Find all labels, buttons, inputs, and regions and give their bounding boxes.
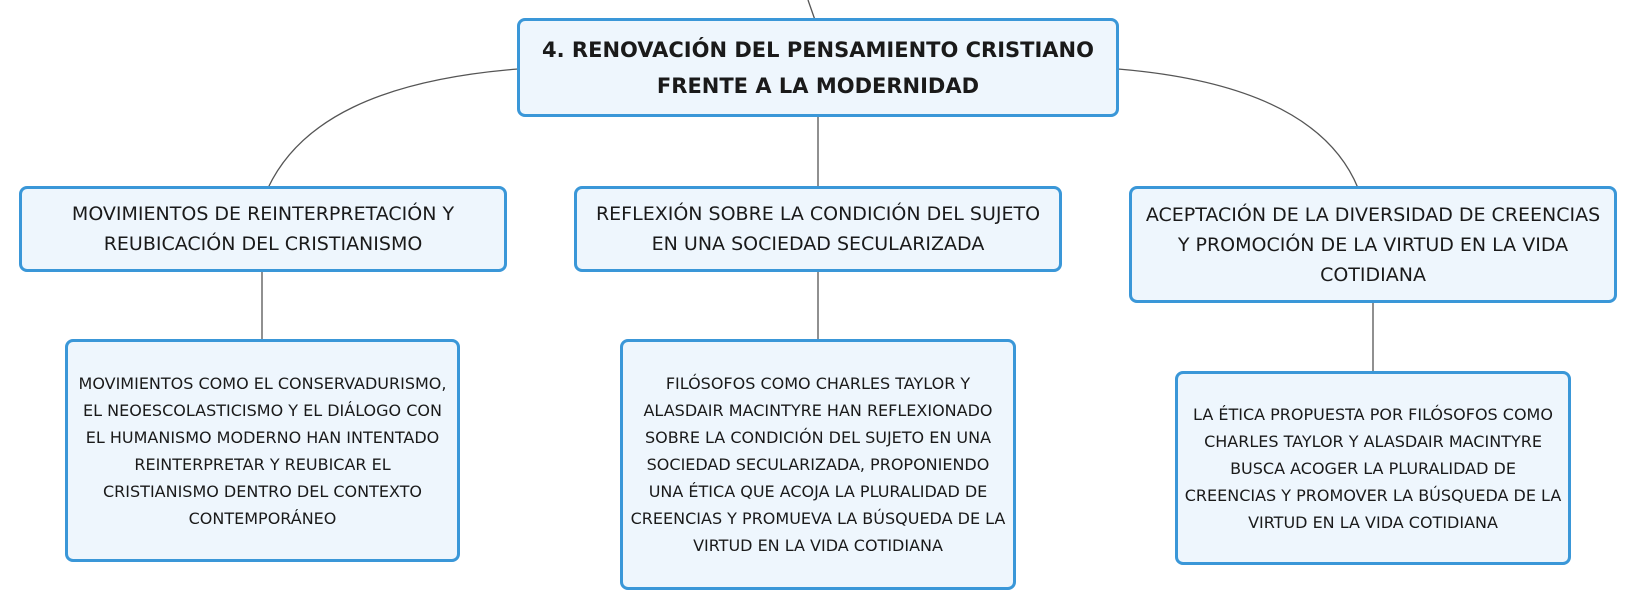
connector-root-to-branch-1 <box>268 69 518 188</box>
detail-1-text: MOVIMIENTOS COMO EL CONSERVADURISMO, EL NEOESCOLASTICISMO Y EL DIÁLOGO CON EL HUMANISMO MODERNO HAN INTENTADO REINTERPRETAR Y REUBICAR EL CRISTIANISMO DENTRO DEL CONTEXTO CONTEMPORÁNEO <box>78 373 447 528</box>
detail-node-1[interactable] <box>65 339 460 562</box>
branch-topic-1-label: MOVIMIENTOS DE REINTERPRETACIÓN Y REUBICACIÓN DEL CRISTIANISMO <box>71 203 455 255</box>
connector-root-to-branch-3 <box>1118 69 1358 188</box>
root-topic-node[interactable] <box>517 18 1119 117</box>
detail-node-3[interactable] <box>1175 371 1571 565</box>
connector-parent-to-root <box>808 0 815 20</box>
detail-3-text: LA ÉTICA PROPUESTA POR FILÓSOFOS COMO CHARLES TAYLOR Y ALASDAIR MACINTYRE BUSCA ACOGER LA PLURALIDAD DE CREENCIAS Y PROMOVER LA BÚSQUEDA DE LA VIRTUD EN LA VIDA COTIDIANA <box>1184 404 1562 532</box>
root-topic-title: 4. RENOVACIÓN DEL PENSAMIENTO CRISTIANO FRENTE A LA MODERNIDAD <box>542 37 1094 98</box>
branch-topic-node-2[interactable] <box>574 186 1062 272</box>
detail-2-text: FILÓSOFOS COMO CHARLES TAYLOR Y ALASDAIR MACINTYRE HAN REFLEXIONADO SOBRE LA CONDICIÓN DEL SUJETO EN UNA SOCIEDAD SECULARIZADA, PROPONIENDO UNA ÉTICA QUE ACOJA LA PLURALIDAD DE CREENCIAS Y PROMUEVA LA BÚSQUEDA DE LA VIRTUD EN LA VIDA COTIDIANA <box>630 374 1006 555</box>
branch-topic-node-3[interactable] <box>1129 186 1617 303</box>
detail-node-2[interactable] <box>620 339 1016 590</box>
branch-topic-node-1[interactable] <box>19 186 507 272</box>
branch-topic-2-label: REFLEXIÓN SOBRE LA CONDICIÓN DEL SUJETO EN UNA SOCIEDAD SECULARIZADA <box>595 203 1041 255</box>
branch-topic-3-label: ACEPTACIÓN DE LA DIVERSIDAD DE CREENCIAS Y PROMOCIÓN DE LA VIRTUD EN LA VIDA COTIDIANA <box>1145 203 1601 286</box>
